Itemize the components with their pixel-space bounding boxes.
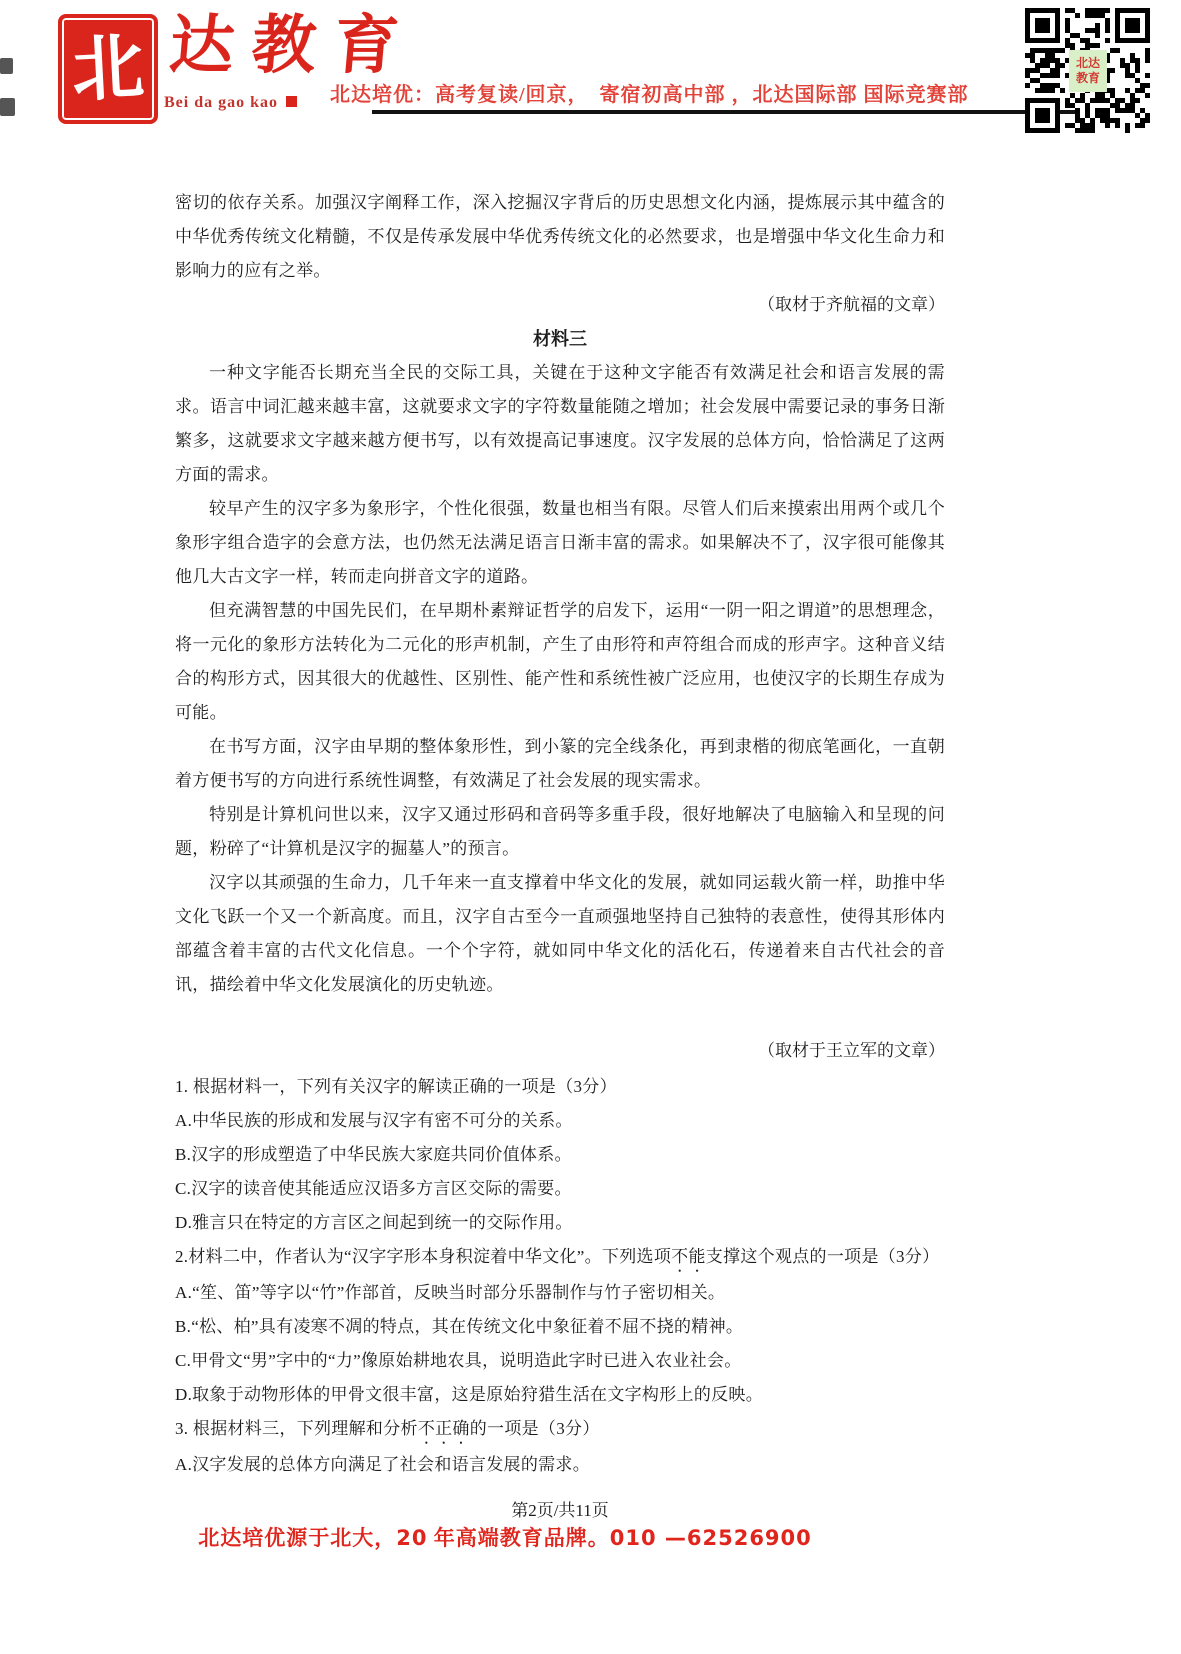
paragraph-continuation: 密切的依存关系。加强汉字阐释工作，深入挖掘汉字背后的历史思想文化内涵，提炼展示其中蕴含的中华优秀传统文化精髓，不仅是传承发展中华优秀传统文化的必然要求，也是增强中华文化生命力和影响力的应有之举。 xyxy=(175,193,945,280)
question-2-option-b: B.“松、柏”具有凌寒不凋的特点，其在传统文化中象征着不屈不挠的精神。 xyxy=(175,1317,744,1336)
question-3-option-a: A.汉字发展的总体方向满足了社会和语言发展的需求。 xyxy=(175,1455,591,1474)
seal-character: 北 xyxy=(69,27,147,111)
tagline-years: 20 xyxy=(396,1526,428,1550)
question-3-stem: 3. 根据材料三，下列理解和分析不正确的一项是（3分） xyxy=(175,1419,600,1438)
question-1-stem: 1. 根据材料一，下列有关汉字的解读正确的一项是（3分） xyxy=(175,1077,617,1096)
scan-artifact xyxy=(0,58,13,74)
material3-paragraph: 一种文字能否长期充当全民的交际工具，关键在于这种文字能否有效满足社会和语言发展的需求。语言中词汇越来越丰富，这就要求文字的字符数量能随之增加；社会发展中需要记录的事务日渐繁多，这就要求文字越来越方便书写，以有效提高记事速度。汉字发展的总体方向，恰恰满足了这两方面的需求。 xyxy=(175,363,945,484)
brand-subtitle-text: Bei da gao kao xyxy=(164,94,279,111)
question-2-stem: 2.材料二中，作者认为“汉字字形本身积淀着中华文化”。下列选项不能支撑这个观点的一项是（3分） xyxy=(175,1247,940,1266)
brand-subtitle xyxy=(164,94,297,112)
tagline-text: 北达培优源于北大， xyxy=(198,1526,397,1550)
material3-paragraph: 较早产生的汉字多为象形字，个性化很强，数量也相当有限。尽管人们后来摸索出用两个或几个象形字组合造字的会意方法，也仍然无法满足语言日渐丰富的需求。如果解决不了，汉字很可能像其他几大古文字一样，转而走向拼音文字的道路。 xyxy=(175,499,945,586)
material3-paragraph: 特别是计算机问世以来，汉字又通过形码和音码等多重手段，很好地解决了电脑输入和呈现的问题，粉碎了“计算机是汉字的掘墓人”的预言。 xyxy=(175,805,945,858)
scan-artifact xyxy=(0,98,15,116)
footer-tagline xyxy=(120,1522,890,1552)
header-slogan: 北达培优：高考复读/回京， 寄宿初高中部 ，北达国际部 国际竞赛部 xyxy=(330,84,969,106)
question-2-option-a: A.“笙、笛”等字以“竹”作部首，反映当时部分乐器制作与竹子密切相关。 xyxy=(175,1283,726,1302)
tagline-phone: 010 —62526900 xyxy=(609,1526,812,1550)
attribution-material2: （取材于齐航福的文章） xyxy=(758,295,945,314)
question-2-option-d: D.取象于动物形体的甲骨文很丰富，这是原始狩猎生活在文字构形上的反映。 xyxy=(175,1385,764,1404)
question-2-option-c: C.甲骨文“男”字中的“力”像原始耕地农具，说明造此字时已进入农业社会。 xyxy=(175,1351,742,1370)
qr-center-label xyxy=(1069,50,1107,92)
qr-code xyxy=(1025,8,1150,133)
emphasized-text: 不能 xyxy=(671,1247,706,1266)
question-1-option-c: C.汉字的读音使其能适应汉语多方言区交际的需要。 xyxy=(175,1179,572,1198)
header-divider xyxy=(372,110,1078,114)
material3-paragraph: 但充满智慧的中国先民们，在早期朴素辩证哲学的启发下，运用“一阴一阳之谓道”的思想理念，将一元化的象形方法转化为二元化的形声机制，产生了由形符和声符组合而成的形声字。这种音义结合的构形方式，因其很大的优越性、区别性、能产性和系统性被广泛应用，也使汉字的长期生存成为可能。 xyxy=(175,601,945,722)
brand-seal-logo xyxy=(58,14,158,124)
qr-center-line2: 教育 xyxy=(1075,71,1100,85)
brand-name: 达教育 xyxy=(166,10,420,81)
section-heading-material3: 材料三 xyxy=(533,329,587,349)
material3-paragraph: 汉字以其顽强的生命力，几千年来一直支撑着中华文化的发展，就如同运载火箭一样，助推中华文化飞跃一个又一个新高度。而且，汉字自古至今一直顽强地坚持自己独特的表意性，使得其形体内部蕴含着丰富的古代文化信息。一个个字符，就如同中华文化的活化石，传递着来自古代社会的音讯，描绘着中华文化发展演化的历史轨迹。 xyxy=(175,873,945,994)
qr-center-line1: 北达 xyxy=(1075,56,1100,70)
question-1-option-b: B.汉字的形成塑造了中华民族大家庭共同价值体系。 xyxy=(175,1145,572,1164)
questions-section xyxy=(175,1070,945,1482)
tagline-text: 年高端教育品牌。 xyxy=(427,1526,610,1550)
attribution-material3: （取材于王立军的文章） xyxy=(758,1041,945,1060)
question-1-option-d: D.雅言只在特定的方言区之间起到统一的交际作用。 xyxy=(175,1213,573,1232)
document-body xyxy=(175,186,945,1482)
emphasized-text: 不正确 xyxy=(417,1419,470,1438)
red-square-icon xyxy=(286,96,297,107)
material3-paragraph: 在书写方面，汉字由早期的整体象形性，到小篆的完全线条化，再到隶楷的彻底笔画化，一直朝着方便书写的方向进行系统性调整，有效满足了社会发展的现实需求。 xyxy=(175,737,945,790)
question-1-option-a: A.中华民族的形成和发展与汉字有密不可分的关系。 xyxy=(175,1111,573,1130)
page-number: 第2页/共11页 xyxy=(511,1501,609,1520)
